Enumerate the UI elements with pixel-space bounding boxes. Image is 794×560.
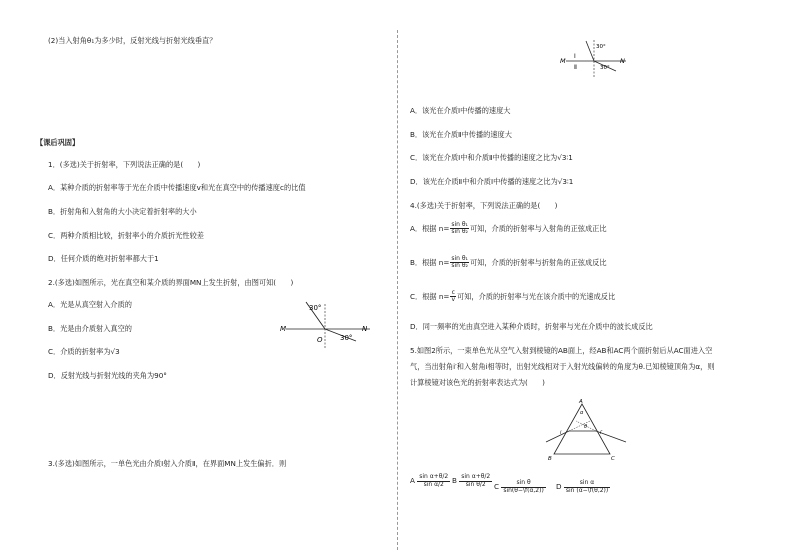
q5-a-top: sin α+θ/2 (419, 473, 449, 480)
section-title: 【课后巩固】 (36, 138, 80, 147)
q2-option-c-prefix: C．介质的折射率为 (48, 347, 111, 356)
q3-option-b: B．该光在介质Ⅱ中传播的速度大 (410, 130, 512, 139)
q2-fig-angle-bottom: 30° (340, 334, 353, 342)
q1-stem: 1．(多选)关于折射率，下列说法正确的是( ) (48, 160, 201, 169)
q2-fig-label-m: M (280, 325, 287, 333)
q5-line-2: 气，当出射角i′和入射角i相等时，出射光线相对于入射光线偏转的角度为θ.已知棱镜顶角为α，则 (410, 362, 715, 371)
q4-b-den: sin θ₂ (451, 262, 468, 270)
q3-fig-label-n: N (620, 57, 625, 65)
q5-fig-label-alpha: α (580, 410, 584, 416)
q4-a-suffix: 可知，介质的折射率与入射角的正弦成正比 (469, 223, 607, 233)
q4-c-prefix: C．根据 n= (410, 291, 450, 301)
q4-option-b (410, 256, 607, 270)
q2-option-c-value: √3 (110, 347, 120, 356)
q5-a-fraction (417, 474, 450, 488)
q5-d-bot: sin (α−\f(θ,2)) (565, 486, 609, 494)
q3-fig-label-medium-1: Ⅰ (574, 53, 576, 60)
q4-option-a (410, 222, 607, 236)
q4-stem: 4.(多选)关于折射率，下列说法正确的是( ) (410, 201, 558, 210)
q5-option-d (556, 480, 610, 494)
q2-fig-label-n: N (362, 325, 368, 333)
q5-c-top: sin θ (501, 480, 545, 488)
q5-fig-label-theta: θ (584, 424, 588, 430)
q5-fig-label-c: C (611, 456, 615, 462)
q5-option-b (452, 474, 492, 488)
q5-option-c (494, 480, 546, 494)
q5-line-3: 计算棱镜对该色光的折射率表达式为( ) (410, 378, 545, 387)
q4-c-num: c (451, 289, 455, 296)
q4-a-den: sin θ₂ (451, 228, 468, 236)
q1-option-a: A．某种介质的折射率等于光在介质中传播速度v和光在真空中的传播速度c的比值 (48, 183, 306, 192)
q5-c-bot: sin(θ−\f(α,2)) (503, 486, 544, 494)
q3-fig-angle-bottom: 30° (600, 65, 610, 71)
q5-b-top: sin α+θ/2 (461, 473, 491, 480)
q2-stem: 2.(多选)如图所示，光在真空和某介质的界面MN上发生折射，由图可知( ) (48, 278, 294, 287)
q4-option-c (410, 290, 615, 304)
q3-stem: 3.(多选)如图所示，一单色光由介质Ⅰ射入介质Ⅱ，在界面MN上发生偏折．则 (48, 459, 287, 468)
q3-fig-angle-top: 30° (596, 44, 606, 50)
q5-c-label: C (494, 482, 500, 492)
q5-fig-label-b: B (548, 456, 552, 462)
q4-c-suffix: 可知，介质的折射率与光在该介质中的光速成反比 (457, 291, 616, 301)
q2-option-a: A．光是从真空射入介质的 (48, 300, 132, 309)
q3-refraction-figure (556, 37, 632, 79)
q3-fig-label-m: M (560, 57, 566, 65)
q5-d-top: sin α (564, 480, 610, 488)
q5-fig-label-i: i (560, 430, 562, 436)
q5-b-label: B (452, 476, 457, 486)
q2-option-d: D．反射光线与折射光线的夹角为90° (48, 371, 167, 380)
q5-d-fraction (564, 480, 610, 494)
q4-c-den: v (451, 296, 456, 304)
q2-option-c (48, 347, 120, 356)
q2-fig-label-o: O (317, 336, 323, 344)
column-divider (397, 30, 398, 550)
q1-option-b: B．折射角和入射角的大小决定着折射率的大小 (48, 207, 197, 216)
q5-a-bot: sin α/2 (423, 480, 444, 488)
q5-option-a (410, 474, 450, 488)
q3-option-a: A．该光在介质Ⅰ中传播的速度大 (410, 106, 511, 115)
q2-refraction-figure (276, 298, 376, 354)
q4-c-fraction (450, 290, 456, 304)
q2-fig-angle-top: 30° (309, 304, 322, 312)
q5-prism-figure (540, 398, 636, 462)
q4-b-num: sin θ₁ (451, 255, 468, 262)
q5-d-label: D (556, 482, 562, 492)
q2-option-b: B．光是由介质射入真空的 (48, 324, 132, 333)
q4-a-fraction (450, 222, 469, 236)
q1-option-c: C．两种介质相比较，折射率小的介质折光性较差 (48, 231, 204, 240)
q5-c-fraction (501, 480, 545, 494)
q5-b-fraction (459, 474, 492, 488)
q4-b-suffix: 可知，介质的折射率与折射角的正弦成反比 (469, 257, 607, 267)
q4-a-num: sin θ₁ (451, 221, 468, 228)
q4-b-prefix: B．根据 n= (410, 257, 450, 267)
q5-fig-label-i-prime: i′ (600, 430, 603, 436)
q2-part2: (2)当入射角θ₁为多少时，反射光线与折射光线垂直？ (48, 36, 217, 45)
q4-option-d: D．同一频率的光由真空进入某种介质时，折射率与光在介质中的波长成反比 (410, 322, 653, 331)
q3-option-d: D．该光在介质Ⅱ中和介质Ⅰ中传播的速度之比为√3∶1 (410, 177, 574, 186)
q3-option-c: C．该光在介质Ⅰ中和介质Ⅱ中传播的速度之比为√3∶1 (410, 153, 573, 162)
q5-b-bot: sin θ/2 (465, 480, 486, 488)
q5-a-label: A (410, 476, 415, 486)
q5-fig-label-a: A (579, 399, 583, 405)
q1-option-d: D．任何介质的绝对折射率都大于1 (48, 254, 159, 263)
q3-fig-label-medium-2: Ⅱ (574, 64, 577, 71)
q4-b-fraction (450, 256, 469, 270)
q4-a-prefix: A．根据 n= (410, 223, 450, 233)
q5-line-1: 5.如图2所示，一束单色光从空气入射到棱镜的AB面上，经AB和AC两个面折射后从AC面进入空 (410, 346, 713, 355)
